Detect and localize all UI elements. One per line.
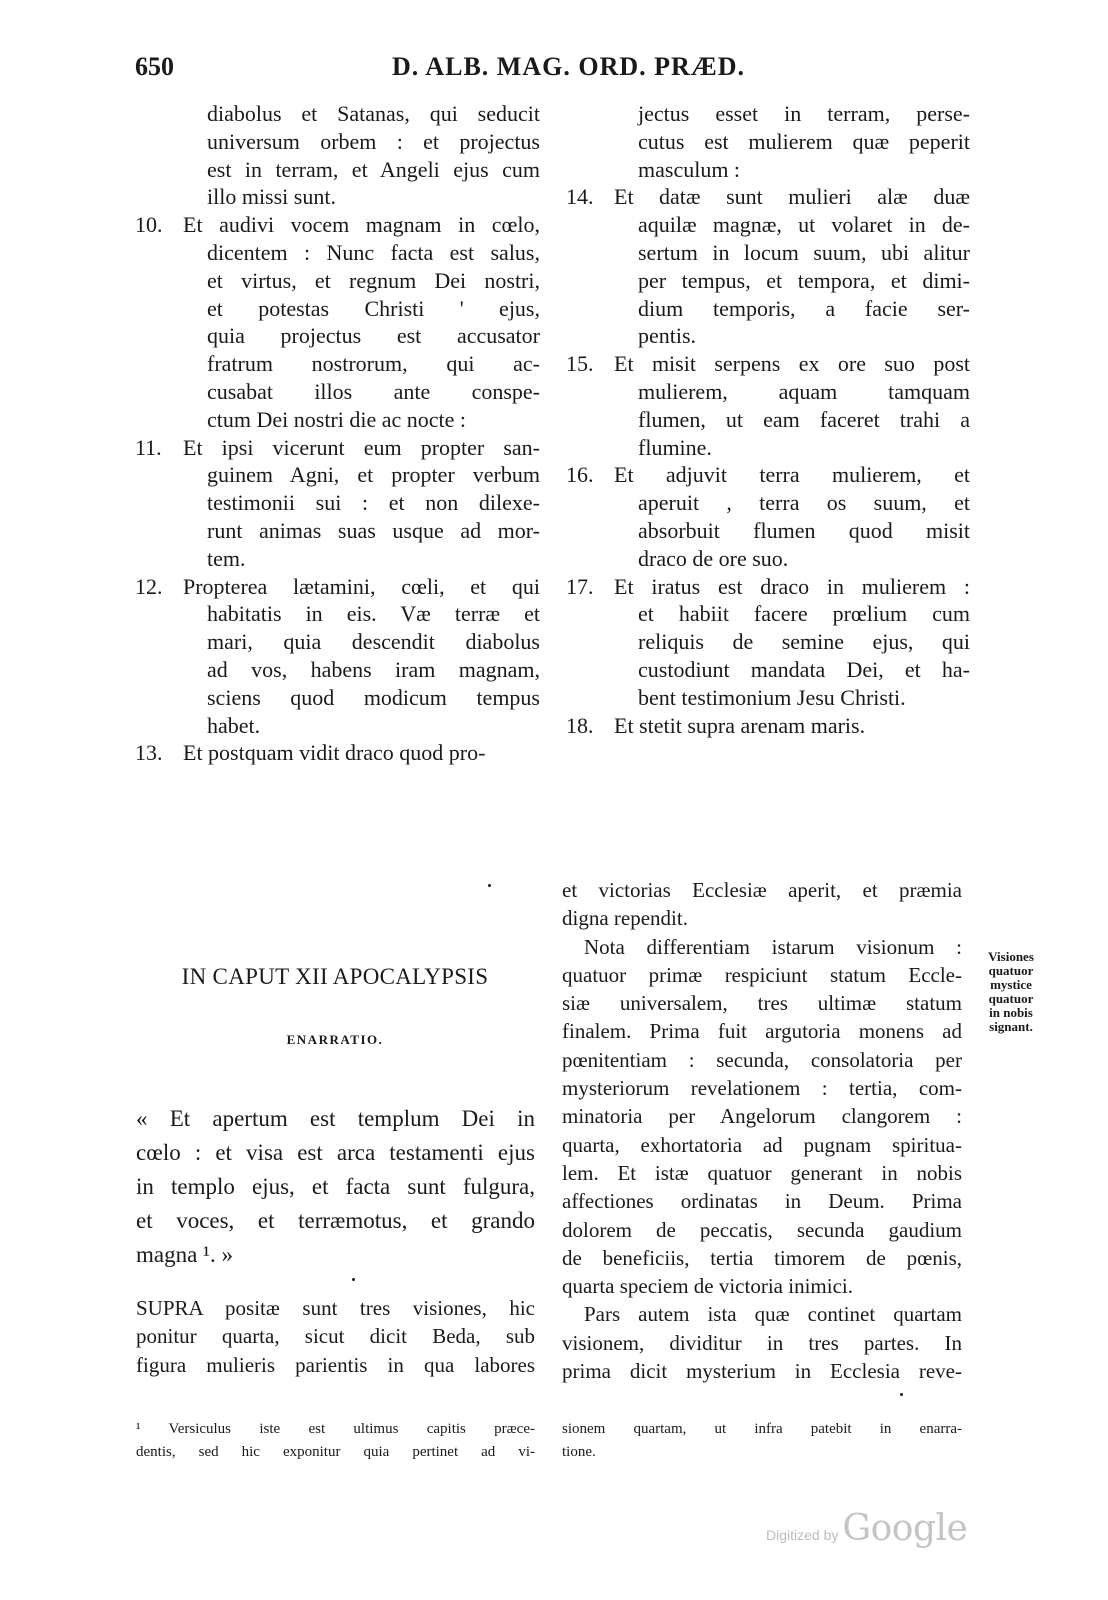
verse <box>566 183 970 350</box>
verse-line: dicentem : Nunc facta est salus, <box>207 239 540 265</box>
verse-line: habitatis in eis. Væ terræ et <box>207 601 540 627</box>
verse-line: est in terram, et Angeli ejus cum <box>207 156 540 182</box>
text-line: et victorias Ecclesiæ aperit, et præmia <box>562 878 962 902</box>
verse-line: aperuit , terra os suum, et <box>638 490 970 516</box>
text-line: quarta, exhortatoria ad pugnam spiritua- <box>562 1132 962 1157</box>
verse-line: masculum : <box>638 156 741 182</box>
verse-line: testimonii sui : et non dilexe- <box>207 490 540 516</box>
verse-number: 10. <box>135 212 163 238</box>
text-line: prima dicit mysterium in Ecclesia reve- <box>562 1359 962 1384</box>
text-line: siæ universalem, tres ultimæ statum <box>562 991 962 1016</box>
verse-line: fratrum nostrorum, qui ac- <box>207 351 540 377</box>
footnote-left <box>136 1418 535 1464</box>
left-column-intro <box>135 100 540 211</box>
verse-line: ctum Dei nostri die ac nocte : <box>207 406 467 432</box>
ink-speck <box>488 884 491 887</box>
verse-line: Et audivi vocem magnam in cœlo, <box>183 212 540 238</box>
right-verse-column <box>566 100 970 739</box>
verse <box>566 461 970 572</box>
verse-text <box>183 739 540 767</box>
verse-line: absorbuit flumen quod misit <box>638 517 970 543</box>
verse-text <box>614 350 970 461</box>
text-line: quarta speciem de victoria inimici. <box>562 1274 853 1299</box>
verse-line: diabolus et Satanas, qui seducit <box>207 101 540 126</box>
verse-line: cusabat illos ante conspe- <box>207 378 540 404</box>
verse-line: Et ipsi vicerunt eum propter san- <box>183 434 540 460</box>
verse-line: reliquis de semine ejus, qui <box>638 629 970 655</box>
page-number: 650 <box>135 52 174 81</box>
verse-line: Et misit serpens ex ore suo post <box>614 351 970 377</box>
text-line: tione. <box>562 1444 596 1460</box>
verse-line: quia projectus est accusator <box>207 323 540 349</box>
text-line: cœlo : et visa est arca testamenti ejus <box>136 1140 535 1165</box>
text-line: figura mulieris parientis in qua labores <box>136 1352 535 1377</box>
verse-line: custodiunt mandata Dei, et ha- <box>638 656 970 682</box>
section-subtitle: ENARRATIO. <box>286 1032 384 1047</box>
verse-line: et virtus, et regnum Dei nostri, <box>207 267 540 293</box>
verse <box>135 434 540 573</box>
commentary-left-paragraph <box>136 1294 535 1379</box>
verse-line: Et adjuvit terra mulierem, et <box>614 462 970 488</box>
text-line: lem. Et istæ quatuor generant in nobis <box>562 1160 962 1185</box>
text-line: quatuor primæ respiciunt statum Eccle- <box>562 962 962 987</box>
text-line: Nota differentiam istarum visionum : <box>584 934 962 959</box>
text-line: finalem. Prima fuit argutoria monens ad <box>562 1019 962 1044</box>
section-title: IN CAPUT XII APOCALYPSIS <box>181 964 489 989</box>
verse-line: sertum in locum suum, ubi alitur <box>638 239 970 265</box>
verse-number: 13. <box>135 740 163 766</box>
verse-line: pentis. <box>638 323 697 349</box>
margin-note-line: quatuor <box>988 964 1034 978</box>
digitized-watermark <box>766 1508 967 1549</box>
margin-note-line: signant. <box>989 1020 1033 1034</box>
verse <box>135 573 540 740</box>
ink-speck <box>900 1393 903 1396</box>
text-line: mysteriorum revelationem : tertia, com- <box>562 1076 962 1101</box>
verse-line: tem. <box>207 545 246 571</box>
running-title: D. ALB. MAG. ORD. PRÆD. <box>392 52 746 81</box>
verse-number: 11. <box>135 434 162 460</box>
footnote-right <box>562 1418 962 1464</box>
verse-text <box>614 461 970 572</box>
verse-line: dium temporis, a facie ser- <box>638 295 970 321</box>
verse <box>135 739 540 767</box>
verse-line: mulierem, aquam tamquam <box>638 378 970 404</box>
right-column-intro <box>566 100 970 183</box>
verse-line: bent testimonium Jesu Christi. <box>638 684 906 710</box>
verse-number: 16. <box>566 462 594 488</box>
verse-line: Et postquam vidit draco quod pro- <box>183 740 486 766</box>
verse-line: runt animas suas usque ad mor- <box>207 517 540 543</box>
left-verse-column <box>135 100 540 767</box>
verse <box>566 573 970 712</box>
ink-speck <box>352 1278 355 1281</box>
verse-line: flumen, ut eam faceret trahi a <box>638 406 970 432</box>
verse-line: draco de ore suo. <box>638 545 789 571</box>
verse-text <box>614 183 970 350</box>
commentary-right-paragraph <box>562 876 962 1385</box>
verse-line: Et datæ sunt mulieri alæ duæ <box>614 184 970 210</box>
google-logo: Google <box>842 1508 968 1549</box>
text-line: sionem quartam, ut infra patebit in enarra- <box>562 1421 962 1437</box>
text-line: affectiones ordinatas in Deum. Prima <box>562 1189 962 1214</box>
margin-note-line: mystice <box>990 978 1032 992</box>
verse-number: 18. <box>566 712 594 738</box>
verse-line: ad vos, habens iram magnam, <box>207 656 540 682</box>
verse-line: per tempus, et tempora, et dimi- <box>638 267 970 293</box>
verse-line: aquilæ magnæ, ut volaret in de- <box>638 212 970 238</box>
verse-line: jectus esset in terram, perse- <box>638 101 970 126</box>
verse-line: flumine. <box>638 434 712 460</box>
verse <box>135 211 540 433</box>
margin-note-line: quatuor <box>988 992 1034 1006</box>
verse <box>566 712 970 740</box>
verse-text <box>183 434 540 573</box>
verse-text <box>183 211 540 433</box>
verse-line: illo missi sunt. <box>207 184 336 210</box>
text-line: pœnitentiam : secunda, consolatoria per <box>562 1047 962 1072</box>
verse <box>566 350 970 461</box>
margin-note-line: Visiones <box>988 950 1034 964</box>
verse-number: 15. <box>566 351 594 377</box>
verse-number: 14. <box>566 184 594 210</box>
text-line: SUPRA positæ sunt tres visiones, hic <box>136 1296 535 1320</box>
text-line: in templo ejus, et facta sunt fulgura, <box>136 1174 535 1199</box>
text-line: de beneficiis, tertia timorem de pœnis, <box>562 1245 962 1270</box>
scripture-quote <box>136 1102 535 1272</box>
text-line: visionem, dividitur in tres partes. In <box>562 1330 962 1355</box>
text-line: « Et apertum est templum Dei in <box>136 1106 535 1131</box>
verse-number: 17. <box>566 573 594 599</box>
text-line: dentis, sed hic exponitur quia pertinet ad vi- <box>136 1444 535 1460</box>
watermark-prefix: Digitized by <box>766 1527 839 1543</box>
text-line: et voces, et terræmotus, et grando <box>136 1208 535 1233</box>
verse-line: mari, quia descendit diabolus <box>207 629 540 655</box>
text-line: dolorem de peccatis, secunda gaudium <box>562 1217 962 1242</box>
verse-line: cutus est mulierem quæ peperit <box>638 128 970 154</box>
verse-line: guinem Agni, et propter verbum <box>207 462 540 488</box>
text-line: ¹ Versiculus iste est ultimus capitis præce- <box>136 1421 535 1437</box>
text-line: magna ¹. » <box>136 1242 233 1267</box>
verse-number: 12. <box>135 573 163 599</box>
text-line: minatoria per Angelorum clangorem : <box>562 1104 962 1129</box>
verse-text <box>614 712 970 740</box>
text-line: digna rependit. <box>562 906 688 931</box>
right-column-verses <box>566 183 970 739</box>
margin-note <box>972 950 1050 1034</box>
verse-line: sciens quod modicum tempus <box>207 684 540 710</box>
verse-line: Et stetit supra arenam maris. <box>614 712 866 738</box>
verse-text <box>183 573 540 740</box>
left-column-verses <box>135 211 540 767</box>
margin-note-line: in nobis <box>989 1006 1033 1020</box>
verse-line: et habiit facere prœlium cum <box>638 601 970 627</box>
text-line: ponitur quarta, sicut dicit Beda, sub <box>136 1324 535 1349</box>
verse-text <box>614 573 970 712</box>
verse-line: habet. <box>207 712 261 738</box>
verse-line: universum orbem : et projectus <box>207 128 540 154</box>
verse-line: Et iratus est draco in mulierem : <box>614 573 970 599</box>
text-line: Pars autem ista quæ continet quartam <box>584 1302 962 1327</box>
verse-line: et potestas Christi ' ejus, <box>207 295 540 321</box>
verse-line: Propterea lætamini, cœli, et qui <box>183 573 540 599</box>
